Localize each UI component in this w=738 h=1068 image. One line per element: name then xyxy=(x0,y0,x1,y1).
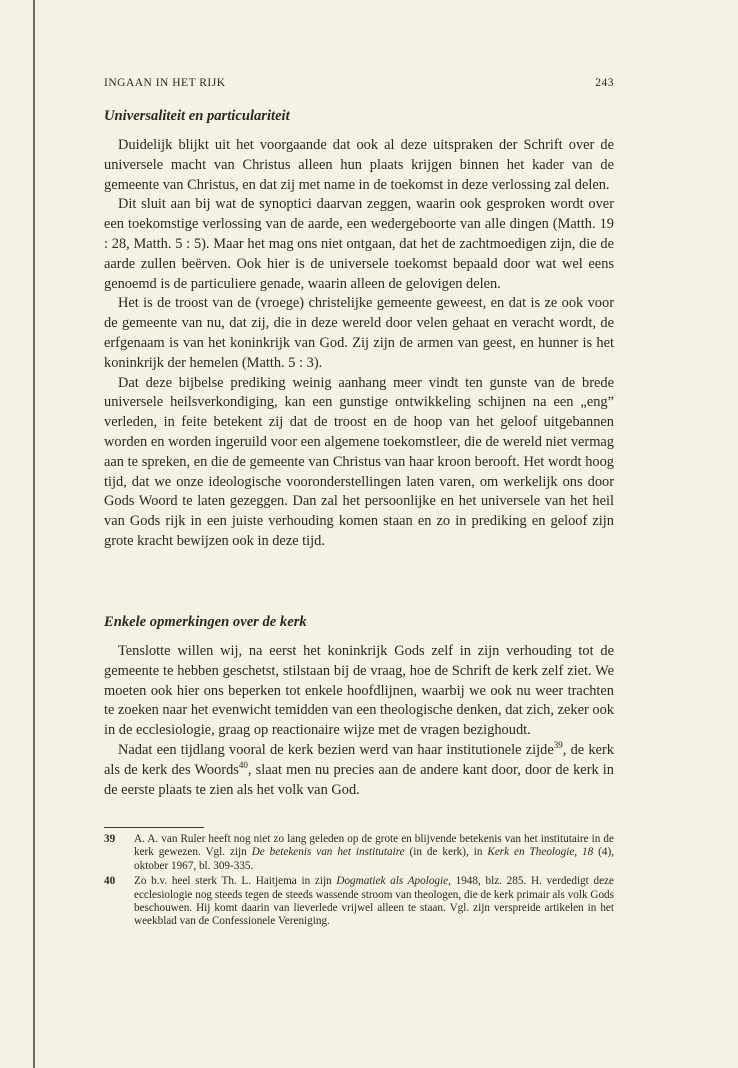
footnote-title: Kerk en Theologie, 18 xyxy=(487,846,594,859)
paragraph-text: , de kerk als de kerk des Woords xyxy=(104,741,614,778)
footnote-text: Zo b.v. heel sterk Th. L. Haitjema in zijn xyxy=(134,875,337,888)
paragraph xyxy=(104,741,614,800)
footnote-title: De betekenis van het institutaire xyxy=(251,846,405,859)
footnote-title: Dogmatiek als Apologie xyxy=(336,875,449,888)
paragraph: Tenslotte willen wij, na eerst het koninkrijk Gods zelf in zijn verhouding tot de gemeente te hebben geschetst, stilstaan bij de vraag, hoe de Schrift de kerk zelf ziet. We moeten ook hier ons beperken tot enkele hoofdlijnen, waarbij we ook nu weer trachten te zoeken naar het evenwicht temidden van een theologische denken, dat zich, zeker ook in de ecclesiologie, graag op reactionaire wijze met de vragen bezighoudt. xyxy=(104,643,614,739)
footnote-divider xyxy=(104,827,204,828)
footnote-ref: 40 xyxy=(238,759,248,770)
running-head-title: INGAAN IN HET RIJK xyxy=(104,77,226,89)
footnote-text: (in de kerk), in xyxy=(404,846,488,859)
paragraph: Duidelijk blijkt uit het voorgaande dat ook al deze uitspraken der Schrift over de universele macht van Christus alleen hun plaats krijgen binnen het kader van de gemeente van Christus, en dat zij met name in de toekomst in deze verlossing zal delen. xyxy=(104,137,614,193)
paragraph-text: , slaat men nu precies aan de andere kant door, door de kerk in de eerste plaats te zien als het volk van God. xyxy=(104,761,614,798)
section-title: Enkele opmerkingen over de kerk xyxy=(104,614,307,630)
footnote-number: 40 xyxy=(104,875,116,888)
footnote-ref: 39 xyxy=(553,740,563,751)
paragraph: Dat deze bijbelse prediking weinig aanhang meer vindt ten gunste van de brede universele heilsverkondiging, kan een gunstige ontwikkeling schijnen na een „eng” verleden, in feite betekent zij dat de troost en de hoop van het geloof uitgebannen worden en worden ingeruild voor een algemene toekomstleer, die de wereld niet vermag aan te spreken, en die de gemeente van Christus van haar kroon berooft. Het wordt hoog tijd, dat we onze ideologische vooronderstellingen laten varen, om werkelijk ons door Gods Woord te laten gezeggen. Dan zal het persoonlijke en het universele van het heil van Gods rijk in een juiste verhouding komen staan en zo in prediking en geloof zijn grote kracht bewijzen ook in deze tijd. xyxy=(104,374,614,549)
page-edge-rule xyxy=(33,0,35,1068)
section-title: Universaliteit en particulariteit xyxy=(104,108,290,124)
footnotes xyxy=(104,833,614,931)
footnote-text: (4), oktober 1967, bl. 309-335. xyxy=(134,846,614,872)
section-universaliteit xyxy=(104,106,614,552)
section-kerk xyxy=(104,612,614,800)
footnote xyxy=(104,875,614,929)
footnote xyxy=(104,833,614,873)
page-number: 243 xyxy=(595,77,614,89)
paragraph-text: Nadat een tijdlang vooral de kerk bezien werd van haar institutionele zijde xyxy=(118,741,554,758)
paragraph: Dit sluit aan bij wat de synoptici daarvan zeggen, waarin ook gesproken wordt over een toekomstige verlossing van de aarde, een wedergeboorte van alle dingen (Matth. 19 : 28, Matth. 5 : 5). Maar het mag ons niet ontgaan, dat het de zachtmoedigen zijn, die de aarde zullen beërven. Ook hier is de universele toekomst bepaald door wat wel eens genoemd is de particuliere genade, waarin alleen de gelovigen delen. xyxy=(104,196,614,292)
footnote-number: 39 xyxy=(104,833,116,845)
footnote-text: A. A. van Ruler heeft nog niet zo lang geleden op de grote en blijvende betekenis van het institutaire in de kerk gewezen. Vgl. zijn xyxy=(134,833,614,859)
footnote-text: , 1948, blz. 285. H. verdedigt deze ecclesiologie nog steeds tegen de steeds wassende stroom van theologen, die de kerk primair als volk Gods beschouwen. Hij komt daarin van lieverlede vrijwel alleen te staan. Vgl. zijn verspreide artikelen in het weekblad van de Confessionele Vereniging. xyxy=(134,875,614,928)
paragraph: Het is de troost van de (vroege) christelijke gemeente geweest, en dat is ze ook voor de gemeente van nu, dat zij, die in deze wereld door velen gehaat en veracht wordt, de erfgenaam is van het koninkrijk van God. Zij zijn de armen van geest, en hunner is het koninkrijk der hemelen (Matth. 5 : 3). xyxy=(104,295,614,371)
